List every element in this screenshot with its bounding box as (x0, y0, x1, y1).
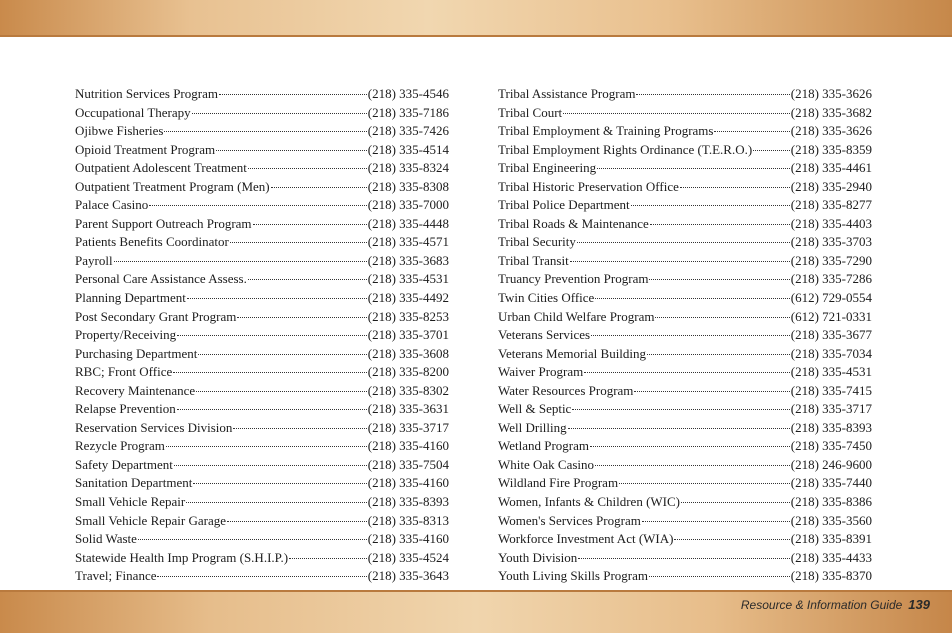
entry-name: Tribal Employment & Training Programs (498, 123, 714, 139)
entry-phone: (218) 335-8386 (790, 494, 872, 510)
dot-leader (578, 557, 790, 559)
entry-phone: (218) 335-4531 (790, 364, 872, 380)
dot-leader (642, 520, 790, 522)
entry-phone: (218) 335-4448 (367, 215, 449, 231)
entry-name: Urban Child Welfare Program (498, 308, 655, 324)
entry-phone: (218) 335-7286 (790, 271, 872, 287)
dot-leader (219, 93, 367, 95)
directory-entry (498, 308, 872, 327)
dot-leader (149, 204, 366, 206)
entry-name: Veterans Services (498, 327, 591, 343)
dot-leader (187, 297, 367, 299)
entry-name: RBC; Front Office (75, 364, 173, 380)
directory-entry (498, 270, 872, 289)
dot-leader (177, 334, 367, 336)
entry-name: Rezycle Program (75, 438, 165, 454)
directory-entry (75, 512, 449, 531)
entry-phone: (218) 335-3631 (367, 401, 449, 417)
entry-phone: (218) 335-3626 (790, 86, 872, 101)
dot-leader (248, 278, 367, 280)
dot-leader (289, 557, 367, 559)
entry-phone: (218) 335-4403 (790, 215, 872, 231)
entry-phone: (218) 335-4546 (367, 86, 449, 101)
directory-entry (498, 567, 872, 586)
directory-column-left (75, 85, 449, 586)
dot-leader (230, 241, 367, 243)
dot-leader (634, 390, 789, 392)
directory-entry (498, 215, 872, 234)
entry-name: Tribal Assistance Program (498, 86, 636, 101)
dot-leader (216, 149, 367, 151)
dot-leader (647, 353, 790, 355)
entry-phone: (218) 335-4531 (367, 271, 449, 287)
entry-phone: (218) 335-3683 (367, 252, 449, 268)
dot-leader (192, 112, 367, 114)
entry-name: Post Secondary Grant Program (75, 308, 237, 324)
directory-entry (498, 159, 872, 178)
entry-name: Twin Cities Office (498, 290, 595, 306)
directory-entry (75, 270, 449, 289)
entry-phone: (218) 335-8253 (367, 308, 449, 324)
dot-leader (198, 353, 366, 355)
entry-name: Tribal Engineering (498, 160, 597, 176)
entry-name: Tribal Court (498, 104, 563, 120)
directory-entry (75, 233, 449, 252)
dot-leader (164, 130, 366, 132)
directory-entry (498, 549, 872, 568)
dot-leader (753, 149, 790, 151)
directory-entry (75, 252, 449, 271)
entry-phone: (218) 335-8393 (790, 419, 872, 435)
directory-entry (75, 419, 449, 438)
entry-name: Water Resources Program (498, 382, 634, 398)
dot-leader (577, 241, 790, 243)
directory-entry (75, 400, 449, 419)
entry-name: Tribal Historic Preservation Office (498, 178, 679, 194)
entry-phone: (218) 335-8313 (367, 512, 449, 528)
directory-entry (498, 85, 872, 104)
directory-entry (75, 363, 449, 382)
entry-name: Occupational Therapy (75, 104, 191, 120)
directory-entry (498, 474, 872, 493)
dot-leader (563, 112, 790, 114)
entry-phone: (218) 335-8359 (790, 141, 872, 157)
entry-name: Outpatient Treatment Program (Men) (75, 178, 270, 194)
directory-entry (498, 233, 872, 252)
dot-leader (590, 445, 790, 447)
directory-entry (75, 437, 449, 456)
dot-leader (572, 408, 789, 410)
entry-phone: (218) 335-4160 (367, 475, 449, 491)
entry-phone: (218) 335-4160 (367, 438, 449, 454)
dot-leader (649, 278, 789, 280)
directory-entry (75, 474, 449, 493)
directory-entry (498, 493, 872, 512)
dot-leader (227, 520, 367, 522)
directory-entry (498, 104, 872, 123)
entry-phone: (218) 335-3626 (790, 123, 872, 139)
page-number: 139 (908, 597, 930, 612)
entry-phone: (218) 335-4524 (367, 549, 449, 565)
entry-phone: (218) 335-4160 (367, 531, 449, 547)
entry-phone: (218) 335-7186 (367, 104, 449, 120)
dot-leader (157, 575, 366, 577)
entry-phone: (218) 335-7426 (367, 123, 449, 139)
directory-entry (75, 196, 449, 215)
directory-entry (75, 549, 449, 568)
entry-name: Travel; Finance (75, 568, 157, 584)
entry-name: Statewide Health Imp Program (S.H.I.P.) (75, 549, 289, 565)
entry-phone: (218) 335-7450 (790, 438, 872, 454)
entry-name: Recovery Maintenance (75, 382, 196, 398)
entry-phone: (218) 335-3677 (790, 327, 872, 343)
directory-entry (75, 178, 449, 197)
entry-name: Property/Receiving (75, 327, 177, 343)
directory-entry (75, 141, 449, 160)
entry-phone: (218) 335-8393 (367, 494, 449, 510)
top-decorative-band (0, 0, 952, 37)
dot-leader (619, 482, 790, 484)
dot-leader (196, 390, 367, 392)
directory-column-right (498, 85, 872, 586)
dot-leader (631, 204, 790, 206)
dot-leader (655, 316, 789, 318)
dot-leader (570, 260, 790, 262)
directory-entry (498, 419, 872, 438)
dot-leader (253, 223, 367, 225)
directory-entry (75, 382, 449, 401)
entry-name: Small Vehicle Repair (75, 494, 186, 510)
entry-name: Safety Department (75, 456, 173, 472)
directory-entry (75, 104, 449, 123)
directory-entry (75, 85, 449, 104)
directory-entry (75, 159, 449, 178)
directory-entry (498, 382, 872, 401)
entry-phone: (218) 335-8324 (367, 160, 449, 176)
dot-leader (591, 334, 790, 336)
dot-leader (193, 482, 366, 484)
entry-phone: (218) 335-8200 (367, 364, 449, 380)
entry-phone: (218) 335-7504 (367, 456, 449, 472)
directory-entry (498, 456, 872, 475)
entry-name: Tribal Transit (498, 252, 569, 268)
entry-name: Women's Services Program (498, 512, 641, 528)
dot-leader (595, 464, 790, 466)
entry-phone: (218) 335-7415 (790, 382, 872, 398)
entry-phone: (218) 335-3608 (367, 345, 449, 361)
dot-leader (680, 186, 790, 188)
entry-name: Parent Support Outreach Program (75, 215, 252, 231)
dot-leader (248, 167, 367, 169)
entry-name: Youth Division (498, 549, 578, 565)
entry-name: Reservation Services Division (75, 419, 233, 435)
directory-entry (498, 196, 872, 215)
dot-leader (237, 316, 366, 318)
entry-name: Truancy Prevention Program (498, 271, 649, 287)
entry-phone: (218) 335-4492 (367, 290, 449, 306)
entry-name: Nutrition Services Program (75, 86, 218, 101)
directory-entry (75, 289, 449, 308)
directory-entry (498, 512, 872, 531)
dot-leader (271, 186, 367, 188)
entry-phone: (218) 335-3717 (790, 401, 872, 417)
dot-leader (233, 427, 366, 429)
entry-name: Tribal Police Department (498, 197, 630, 213)
entry-name: Women, Infants & Children (WIC) (498, 494, 680, 510)
entry-name: Palace Casino (75, 197, 149, 213)
entry-phone: (218) 335-3703 (790, 234, 872, 250)
directory-entry (498, 345, 872, 364)
entry-name: Relapse Prevention (75, 401, 176, 417)
entry-phone: (218) 335-4514 (367, 141, 449, 157)
entry-name: Purchasing Department (75, 345, 198, 361)
entry-name: Veterans Memorial Building (498, 345, 647, 361)
directory-entry (498, 437, 872, 456)
entry-name: Payroll (75, 252, 113, 268)
dot-leader (166, 445, 367, 447)
directory-entry (75, 345, 449, 364)
dot-leader (568, 427, 790, 429)
directory-entry (498, 252, 872, 271)
entry-name: Well & Septic (498, 401, 572, 417)
directory-entry (498, 326, 872, 345)
entry-phone: (612) 721-0331 (790, 308, 872, 324)
entry-phone: (218) 335-7000 (367, 197, 449, 213)
entry-name: Planning Department (75, 290, 186, 306)
entry-phone: (218) 335-8370 (790, 568, 872, 584)
directory-entry (498, 178, 872, 197)
entry-name: Ojibwe Fisheries (75, 123, 164, 139)
page-footer (741, 595, 930, 615)
entry-name: Opioid Treatment Program (75, 141, 216, 157)
entry-phone: (218) 335-8277 (790, 197, 872, 213)
entry-name: Well Drilling (498, 419, 567, 435)
dot-leader (584, 371, 790, 373)
entry-phone: (218) 335-3682 (790, 104, 872, 120)
directory-entry (75, 122, 449, 141)
directory-entry (498, 289, 872, 308)
directory-entry (75, 493, 449, 512)
entry-name: Wildland Fire Program (498, 475, 619, 491)
entry-name: Wetland Program (498, 438, 590, 454)
entry-name: Solid Waste (75, 531, 137, 547)
entry-phone: (218) 335-7440 (790, 475, 872, 491)
directory-entry (498, 530, 872, 549)
entry-name: Tribal Roads & Maintenance (498, 215, 649, 231)
entry-phone: (218) 335-4461 (790, 160, 872, 176)
dot-leader (138, 538, 367, 540)
dot-leader (186, 501, 367, 503)
directory-entry (75, 567, 449, 586)
entry-name: Youth Living Skills Program (498, 568, 649, 584)
directory-entry (498, 400, 872, 419)
entry-name: Personal Care Assistance Assess. (75, 271, 247, 287)
directory-entry (75, 326, 449, 345)
entry-name: Tribal Security (498, 234, 576, 250)
dot-leader (595, 297, 789, 299)
entry-phone: (218) 335-4571 (367, 234, 449, 250)
entry-name: Tribal Employment Rights Ordinance (T.E.R.O.) (498, 141, 753, 157)
dot-leader (714, 130, 789, 132)
entry-phone: (218) 335-3701 (367, 327, 449, 343)
entry-name: Workforce Investment Act (WIA) (498, 531, 674, 547)
dot-leader (636, 93, 789, 95)
directory-entry (498, 363, 872, 382)
entry-phone: (218) 335-4433 (790, 549, 872, 565)
entry-phone: (218) 335-3560 (790, 512, 872, 528)
entry-phone: (218) 335-8308 (367, 178, 449, 194)
dot-leader (674, 538, 789, 540)
directory-entry (498, 141, 872, 160)
entry-name: White Oak Casino (498, 456, 595, 472)
entry-phone: (218) 246-9600 (790, 456, 872, 472)
directory-entry (75, 308, 449, 327)
entry-phone: (218) 335-3643 (367, 568, 449, 584)
entry-phone: (612) 729-0554 (790, 290, 872, 306)
entry-name: Patients Benefits Coordinator (75, 234, 229, 250)
dot-leader (174, 464, 367, 466)
dot-leader (650, 223, 790, 225)
guide-title: Resource & Information Guide (740, 598, 903, 612)
directory-entry (75, 530, 449, 549)
directory-entry (75, 215, 449, 234)
dot-leader (681, 501, 790, 503)
dot-leader (114, 260, 367, 262)
dot-leader (597, 167, 790, 169)
entry-name: Small Vehicle Repair Garage (75, 512, 227, 528)
dot-leader (649, 575, 790, 577)
entry-phone: (218) 335-3717 (367, 419, 449, 435)
entry-name: Outpatient Adolescent Treatment (75, 160, 247, 176)
entry-phone: (218) 335-2940 (790, 178, 872, 194)
entry-phone: (218) 335-8302 (367, 382, 449, 398)
directory-entry (498, 122, 872, 141)
dot-leader (177, 408, 367, 410)
entry-phone: (218) 335-7034 (790, 345, 872, 361)
entry-phone: (218) 335-8391 (790, 531, 872, 547)
directory-entry (75, 456, 449, 475)
entry-name: Waiver Program (498, 364, 584, 380)
dot-leader (173, 371, 366, 373)
entry-name: Sanitation Department (75, 475, 193, 491)
entry-phone: (218) 335-7290 (790, 252, 872, 268)
